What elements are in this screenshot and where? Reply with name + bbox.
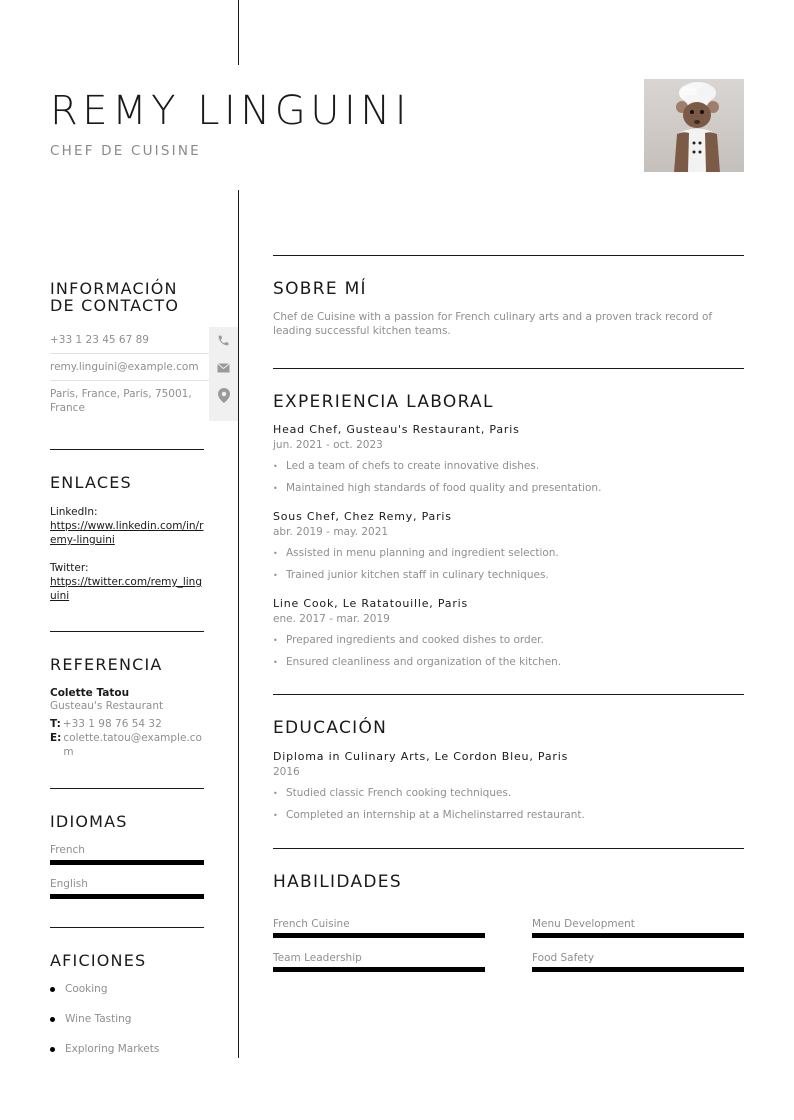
bullet-dot-icon	[50, 987, 55, 992]
link-linkedin-url[interactable]: https://www.linkedin.com/in/remy-linguini	[50, 520, 204, 546]
skill-name: Food Safety	[532, 952, 595, 964]
job-entry	[273, 510, 744, 583]
contact-phone: +33 1 23 45 67 89	[50, 334, 149, 346]
bullet-dot-icon: •	[273, 636, 278, 645]
job-dates: jun. 2021 - oct. 2023	[273, 439, 383, 451]
candidate-name: REMY LINGUINI	[50, 88, 412, 134]
profile-photo	[644, 79, 744, 172]
skill-level-bar	[532, 967, 744, 972]
reference-name: Colette Tatou	[50, 687, 130, 699]
bullet-dot-icon: •	[273, 789, 278, 798]
bullet-dot-icon: •	[273, 811, 278, 820]
link-twitter-label: Twitter:	[50, 562, 89, 574]
section-divider	[273, 694, 744, 695]
job-title: Sous Chef, Chez Remy, Paris	[273, 510, 452, 523]
job-bullet	[273, 459, 744, 474]
top-vertical-rule	[238, 0, 239, 65]
job-title: Head Chef, Gusteau's Restaurant, Paris	[273, 423, 520, 436]
link-twitter	[50, 561, 204, 603]
contact-heading: INFORMACIÓN DE CONTACTO	[50, 279, 180, 315]
job-bullet	[273, 546, 744, 561]
section-divider	[273, 848, 744, 849]
job-bullet	[273, 655, 744, 670]
link-linkedin-label: LinkedIn:	[50, 506, 98, 518]
job-dates: abr. 2019 - may. 2021	[273, 526, 389, 538]
job-bullet	[273, 633, 744, 648]
language-level-bar	[50, 894, 204, 899]
hobby-item	[50, 983, 108, 995]
reference-company: Gusteau's Restaurant	[50, 700, 164, 712]
education-bullet	[273, 786, 744, 801]
hobbies-heading: AFICIONES	[50, 951, 147, 970]
job-title: Line Cook, Le Ratatouille, Paris	[273, 597, 469, 610]
candidate-title: CHEF DE CUISINE	[50, 143, 201, 159]
reference-phone: +33 1 98 76 54 32	[62, 718, 162, 730]
link-linkedin	[50, 505, 204, 547]
education-dates: 2016	[273, 766, 300, 778]
education-bullet	[273, 808, 744, 823]
hobby-label: Cooking	[65, 983, 108, 995]
sidebar-divider	[50, 631, 204, 632]
hobby-label: Exploring Markets	[65, 1043, 160, 1055]
job-bullet-text: Maintained high standards of food quality and presentation.	[286, 482, 602, 494]
bullet-dot-icon	[50, 1017, 55, 1022]
reference-heading: REFERENCIA	[50, 655, 163, 674]
location-pin-icon	[209, 381, 238, 421]
skills-heading: HABILIDADES	[273, 872, 402, 892]
language-name: French	[50, 844, 85, 856]
sidebar-divider	[50, 449, 204, 450]
skill-level-bar	[532, 933, 744, 938]
job-entry	[273, 597, 744, 670]
section-divider	[273, 255, 744, 256]
bullet-dot-icon: •	[273, 549, 278, 558]
skill-name: Team Leadership	[273, 952, 362, 964]
about-text: Chef de Cuisine with a passion for French culinary arts and a proven track record of leading successful kitchen teams.	[273, 311, 713, 337]
education-title: Diploma in Culinary Arts, Le Cordon Bleu, Paris	[273, 750, 569, 763]
reference-phone-label: T:	[50, 718, 61, 730]
job-bullet	[273, 481, 744, 496]
skill-name: Menu Development	[532, 918, 635, 930]
bullet-dot-icon: •	[273, 462, 278, 471]
experience-heading: EXPERIENCIA LABORAL	[273, 392, 494, 412]
job-bullet	[273, 568, 744, 583]
job-bullet-text: Prepared ingredients and cooked dishes to order.	[286, 634, 544, 646]
language-name: English	[50, 878, 88, 890]
bullet-dot-icon: •	[273, 658, 278, 667]
hobby-item	[50, 1043, 159, 1055]
reference-email: colette.tatou@example.com	[63, 732, 202, 758]
link-twitter-url[interactable]: https://twitter.com/remy_linguini	[50, 576, 202, 602]
skill-level-bar	[273, 933, 485, 938]
job-bullet-text: Led a team of chefs to create innovative dishes.	[286, 460, 540, 472]
skill-name: French Cuisine	[273, 918, 350, 930]
bullet-dot-icon: •	[273, 571, 278, 580]
job-entry	[273, 423, 744, 496]
sidebar-divider	[50, 927, 204, 928]
languages-heading: IDIOMAS	[50, 812, 128, 831]
language-level-bar	[50, 860, 204, 865]
job-bullet-text: Ensured cleanliness and organization of the kitchen.	[286, 656, 562, 668]
links-heading: ENLACES	[50, 473, 132, 492]
education-bullet-text: Studied classic French cooking techniques.	[286, 787, 512, 799]
education-entry	[273, 750, 744, 823]
about-heading: SOBRE MÍ	[273, 279, 367, 299]
hobby-item	[50, 1013, 131, 1025]
reference-email-line	[50, 731, 204, 759]
sidebar-divider	[50, 788, 204, 789]
job-bullet-text: Trained junior kitchen staff in culinary techniques.	[286, 569, 549, 581]
bullet-dot-icon: •	[273, 484, 278, 493]
section-divider	[273, 368, 744, 369]
education-heading: EDUCACIÓN	[273, 718, 388, 738]
reference-email-label: E:	[50, 732, 62, 744]
bullet-dot-icon	[50, 1047, 55, 1052]
skill-level-bar	[273, 967, 485, 972]
phone-icon	[209, 327, 238, 354]
mail-icon	[209, 354, 238, 381]
reference-block	[50, 687, 204, 759]
reference-phone-line	[50, 717, 204, 731]
contact-address: Paris, France, Paris, 75001, France	[50, 388, 192, 414]
sidebar-vertical-rule	[238, 190, 239, 1058]
contact-email: remy.linguini@example.com	[50, 361, 199, 373]
education-bullet-text: Completed an internship at a Michelinstarred restaurant.	[286, 809, 585, 821]
job-bullet-text: Assisted in menu planning and ingredient selection.	[286, 547, 559, 559]
hobby-label: Wine Tasting	[65, 1013, 132, 1025]
job-dates: ene. 2017 - mar. 2019	[273, 613, 390, 625]
